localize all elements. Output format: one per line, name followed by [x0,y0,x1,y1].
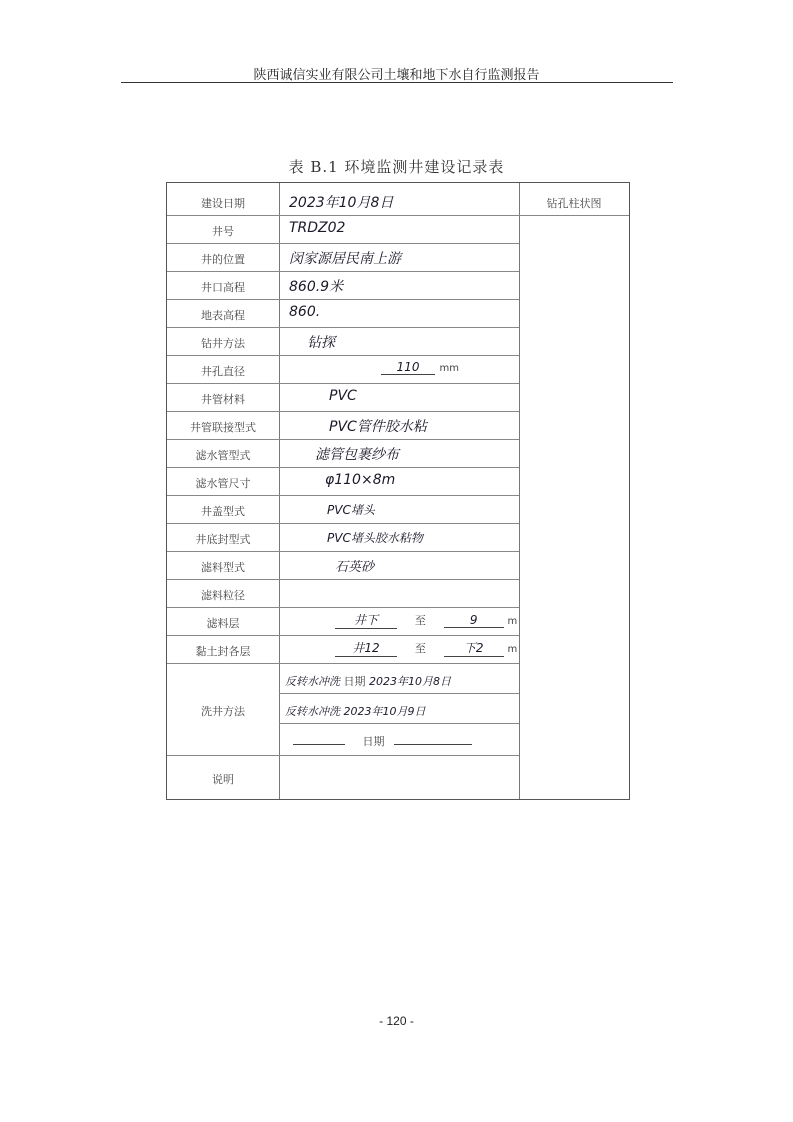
hole-diameter-unit: mm [439,363,459,374]
page-number: - 120 - [379,1014,414,1028]
drill-method-label: 钻井方法 [201,337,245,350]
row-divider [167,439,519,440]
drill-method-value: 钻探 [307,335,335,351]
bottom-seal-value: PVC堵头胶水粘物 [327,531,423,545]
header-title: 陕西诚信实业有限公司土壤和地下水自行监测报告 [253,68,540,83]
pipe-material-value: PVC [329,388,357,404]
cap-type-value: PVC堵头 [327,503,375,517]
notes-label: 说明 [212,773,234,786]
wash-entry-3-date [394,744,472,745]
pipe-joint-value: PVC管件胶水粘 [329,419,427,435]
sidebar-header-divider [519,215,629,216]
bottom-seal-label: 井底封型式 [195,533,251,546]
header-rule [121,82,673,83]
wash-entry-2 [285,703,426,719]
clay-seal-to-label: 至 [414,642,426,655]
filter-layer-from: 井下 [335,611,397,629]
wellhead-elevation-label: 井口高程 [201,281,245,294]
pipe-joint-label: 井管联接型式 [190,421,256,434]
screen-size-value: φ110×8m [325,472,396,488]
row-divider [167,579,519,580]
screen-type-value: 滤管包裹纱布 [315,447,399,463]
filter-type-label: 滤料型式 [201,561,245,574]
well-number-value: TRDZ02 [289,220,346,236]
hole-diameter-field [381,359,459,375]
surface-elevation-label: 地表高程 [201,309,245,322]
wash-entry-1 [285,673,451,689]
filter-type-value: 石英砂 [335,560,375,575]
clay-seal-label: 黏土封各层 [195,645,251,658]
screen-size-label: 滤水管尺寸 [195,477,251,490]
wash-entry-1-date-label: 日期 [343,675,366,688]
filter-size-label: 滤料粒径 [201,589,245,602]
clay-seal-unit: m [507,644,518,655]
row-divider [167,271,519,272]
row-divider [167,607,519,608]
filter-layer-unit: m [507,616,518,627]
wash-entry-2-date: 2023年10月9日 [343,705,426,718]
row-divider [167,755,519,756]
well-location-label: 井的位置 [201,253,245,266]
wash-entry-1-date: 2023年10月8日 [369,675,451,688]
wash-sub-divider [279,693,519,694]
wash-entry-2-method: 反转水冲洗 [285,705,340,718]
wash-sub-divider [279,723,519,724]
row-divider [167,467,519,468]
wash-method-label: 洗井方法 [201,705,245,718]
row-divider [167,411,519,412]
well-location-value: 闵家源居民南上游 [289,251,401,267]
row-divider [167,355,519,356]
filter-layer-to: 9 [444,613,504,628]
clay-seal-to: 下2 [444,639,504,657]
sidebar-header: 钻孔柱状图 [546,197,602,210]
row-divider [167,551,519,552]
row-divider [167,495,519,496]
well-number-label: 井号 [212,225,234,238]
sidebar-divider [519,183,520,799]
wash-entry-3-date-label: 日期 [362,735,385,748]
hole-diameter-value: 110 [381,360,435,375]
row-divider [167,299,519,300]
wash-entry-3-method [293,744,345,745]
row-divider [167,383,519,384]
hole-diameter-label: 井孔直径 [201,365,245,378]
well-record-form [166,182,630,800]
row-divider [167,215,519,216]
row-divider [167,663,519,664]
build-date-value: 2023年10月8日 [289,195,394,211]
row-divider [167,635,519,636]
clay-seal-field [335,639,517,657]
screen-type-label: 滤水管型式 [195,449,251,462]
row-divider [167,523,519,524]
filter-layer-to-label: 至 [414,614,426,627]
clay-seal-from: 井12 [335,639,397,657]
filter-layer-label: 滤料层 [206,617,240,630]
table-title: 表 B.1 环境监测井建设记录表 [288,158,505,176]
cap-type-label: 井盖型式 [201,505,245,518]
build-date-label: 建设日期 [201,197,245,210]
row-divider [167,327,519,328]
wellhead-elevation-value: 860.9米 [289,279,344,295]
filter-layer-field [335,611,517,629]
wash-entry-1-method: 反转水冲洗 [285,675,340,688]
label-column-divider [279,183,280,799]
surface-elevation-value: 860. [289,304,321,320]
pipe-material-label: 井管材料 [201,393,245,406]
wash-entry-3 [293,733,472,749]
row-divider [167,243,519,244]
